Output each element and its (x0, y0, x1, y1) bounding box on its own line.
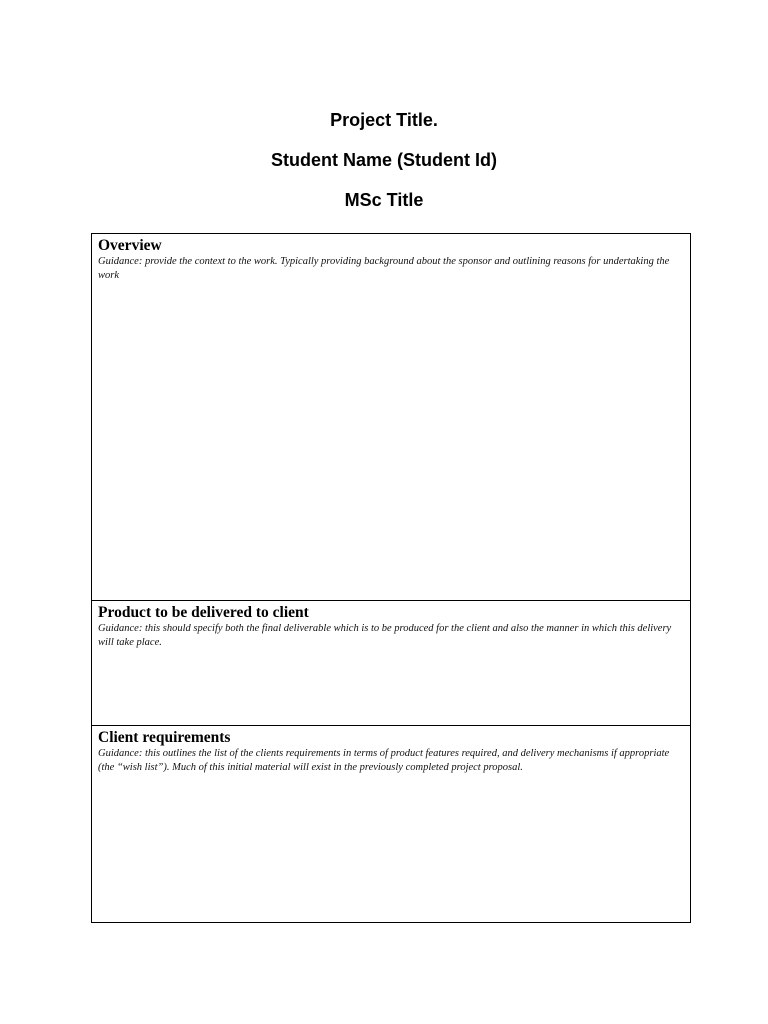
overview-section[interactable] (92, 234, 690, 600)
section-guidance: Guidance: this should specify both the final deliverable which is to be produced for the client and also the manner in which this delivery will take place. (98, 623, 672, 648)
proposal-table (91, 233, 691, 923)
section-heading: Client requirements (98, 729, 231, 746)
project-title: Project Title. (330, 110, 438, 130)
student-name: Student Name (Student Id) (271, 150, 497, 170)
section-heading: Product to be delivered to client (98, 604, 309, 621)
section-guidance: Guidance: provide the context to the work. Typically providing background about the sponsor and outlining reasons for undertaking the work (98, 256, 670, 281)
client-requirements-section[interactable] (92, 725, 690, 922)
product-section[interactable] (92, 600, 690, 725)
section-guidance: Guidance: this outlines the list of the clients requirements in terms of product features required, and delivery mechanisms if appropriate (the “wish list”). Much of this initial material will exist in the previously completed project proposal. (98, 748, 670, 773)
degree-title: MSc Title (344, 190, 424, 210)
section-heading: Overview (98, 237, 162, 254)
